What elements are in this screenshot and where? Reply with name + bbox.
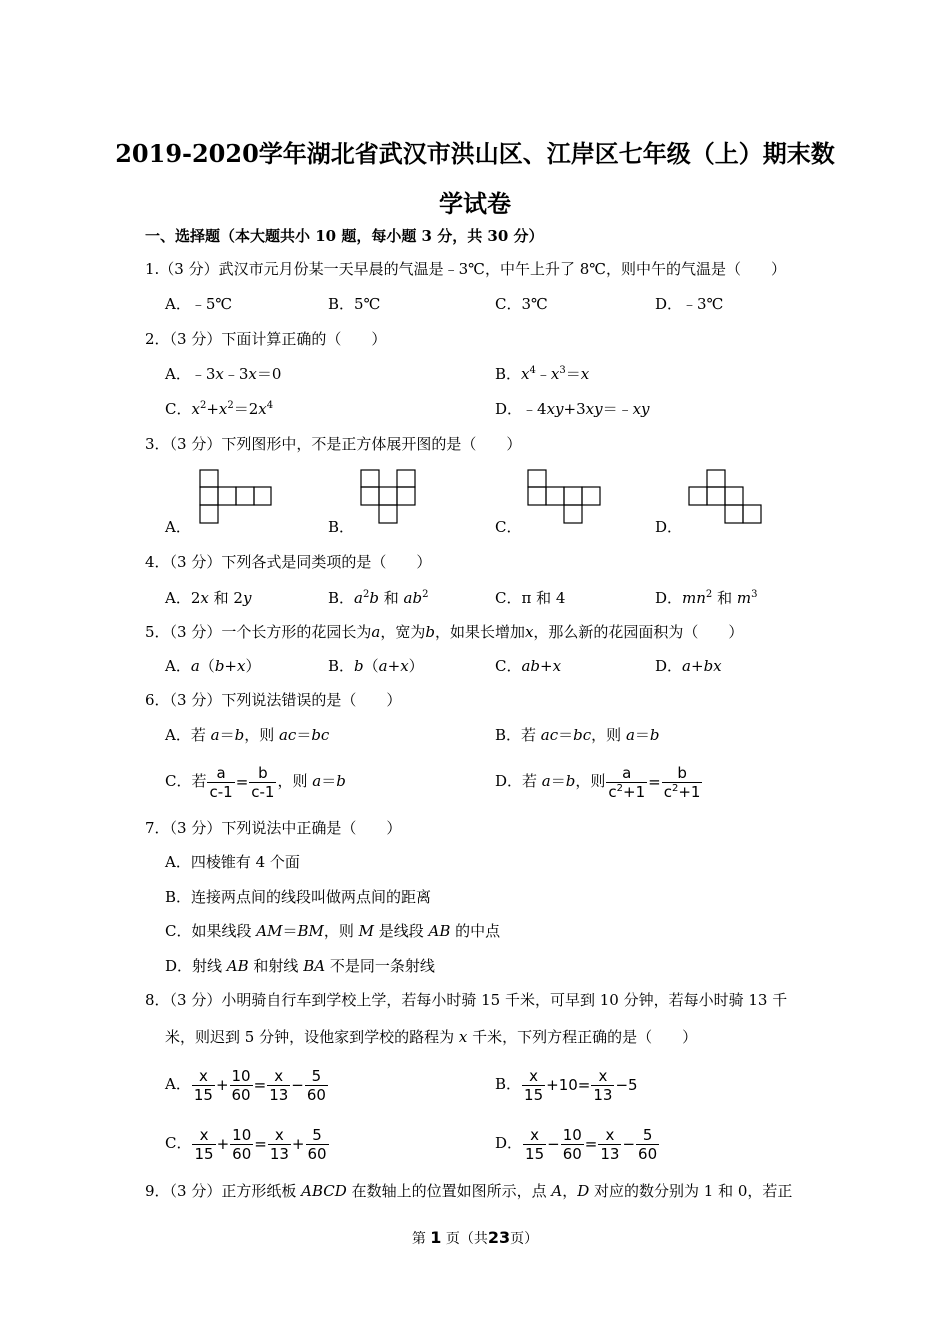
q2-option-d: D．﹣4xy+3xy＝﹣xy bbox=[495, 400, 650, 418]
q8-option-a: A． $\frac{x}{15}$ + $\frac{10}{60}$ = $\frac{x}{13}$ − $\frac{5}{60}$ bbox=[165, 1066, 326, 1104]
q6-option-d: D．若 a＝b，则 $\frac{a}{c^2+1}$ = $\frac{b}{c^2+1}$ bbox=[495, 763, 701, 801]
q2-option-c: C．$x^2+x^2=2x^4$ bbox=[165, 400, 274, 418]
q3-option-d: D． bbox=[655, 518, 683, 536]
question-5-stem: 5．（3 分）一个长方形的花园长为a，宽为b，如果长增加x，那么新的花园面积为（ ） bbox=[145, 623, 744, 641]
q5-option-a: A．a（b+x） bbox=[165, 657, 261, 675]
q1-option-b: B．5℃ bbox=[328, 295, 381, 313]
q5-option-c: C．ab+x bbox=[495, 657, 562, 675]
current-page-number: 1 bbox=[430, 1228, 442, 1247]
q7-option-b: B．连接两点间的线段叫做两点间的距离 bbox=[165, 888, 432, 906]
q3-option-c: C． bbox=[495, 518, 522, 536]
page-footer: 第 1 页（共23页） bbox=[411, 1228, 539, 1247]
q6-option-b: B．若 ac＝bc，则 a＝b bbox=[495, 726, 660, 744]
question-2-stem: 2．（3 分）下面计算正确的（ ） bbox=[145, 330, 387, 348]
q4-option-b: B．$a^2b$ 和 $ab^2$ bbox=[328, 589, 429, 607]
question-7-stem: 7．（3 分）下列说法中正确是（ ） bbox=[145, 819, 402, 837]
q1-option-a: A．﹣5℃ bbox=[165, 295, 233, 313]
q8-option-b: B． $\frac{x}{15}$ +10= $\frac{x}{13}$ −5 bbox=[495, 1066, 638, 1104]
cube-net-figure-a bbox=[199, 469, 273, 525]
q4-option-a: A．2x 和 2y bbox=[165, 589, 252, 607]
q6-option-a: A．若 a＝b，则 ac＝bc bbox=[165, 726, 330, 744]
q3-option-a: A． bbox=[165, 518, 191, 536]
total-pages: 23 bbox=[487, 1228, 511, 1247]
cube-net-figure-b bbox=[360, 469, 418, 525]
q2-option-a: A．﹣3x﹣3x＝0 bbox=[165, 365, 282, 383]
q2-option-b: B．$x^4﹣x^3=x$ bbox=[495, 365, 590, 383]
page-title: 2019-2020学年湖北省武汉市洪山区、江岸区七年级（上）期末数 bbox=[115, 139, 835, 168]
q8-option-d: D． $\frac{x}{15}$ − $\frac{10}{60}$ = $\frac{x}{13}$ − $\frac{5}{60}$ bbox=[495, 1125, 658, 1163]
q4-option-d: D．$mn^2$ 和 $m^3$ bbox=[655, 589, 758, 607]
question-3-stem: 3．（3 分）下列图形中，不是正方体展开图的是（ ） bbox=[145, 435, 522, 453]
question-1-stem: 1.（3 分）武汉市元月份某一天早晨的气温是﹣3℃，中午上升了 8℃，则中午的气温是（ ） bbox=[145, 260, 787, 278]
q1-option-d: D．﹣3℃ bbox=[655, 295, 724, 313]
q1-option-c: C．3℃ bbox=[495, 295, 548, 313]
question-8-stem-line1: 8．（3 分）小明骑自行车到学校上学，若每小时骑 15 千米，可早到 10 分钟，若每小时骑 13 千 bbox=[145, 991, 788, 1009]
question-9-stem: 9．（3 分）正方形纸板 ABCD 在数轴上的位置如图所示，点 A，D 对应的数分别为 1 和 0，若正 bbox=[145, 1182, 793, 1200]
question-6-stem: 6．（3 分）下列说法错误的是（ ） bbox=[145, 691, 402, 709]
q6-option-c: C．若 $\frac{a}{c-1}$ = $\frac{b}{c-1}$ ，则 a＝b bbox=[165, 763, 346, 801]
cube-net-figure-d bbox=[688, 469, 764, 525]
q7-option-a: A．四棱锥有 4 个面 bbox=[165, 853, 300, 871]
q8-option-c: C． $\frac{x}{15}$ + $\frac{10}{60}$ = $\frac{x}{13}$ + $\frac{5}{60}$ bbox=[165, 1125, 327, 1163]
question-8-stem-line2: 米，则迟到 5 分钟，设他家到学校的路程为 x 千米，下列方程正确的是（ ） bbox=[165, 1028, 698, 1046]
q5-option-d: D．a+bx bbox=[655, 657, 722, 675]
cube-net-figure-c bbox=[527, 469, 603, 525]
q5-option-b: B．b（a+x） bbox=[328, 657, 424, 675]
q7-option-d: D．射线 AB 和射线 BA 不是同一条射线 bbox=[165, 957, 435, 975]
section-heading: 一、选择题（本大题共小 10 题，每小题 3 分，共 30 分） bbox=[145, 227, 544, 245]
page-title-line2: 学试卷 bbox=[439, 189, 511, 218]
q4-option-c: C．π 和 4 bbox=[495, 589, 566, 607]
q7-option-c: C．如果线段 AM＝BM，则 M 是线段 AB 的中点 bbox=[165, 922, 501, 940]
question-4-stem: 4．（3 分）下列各式是同类项的是（ ） bbox=[145, 553, 432, 571]
q3-option-b: B． bbox=[328, 518, 355, 536]
